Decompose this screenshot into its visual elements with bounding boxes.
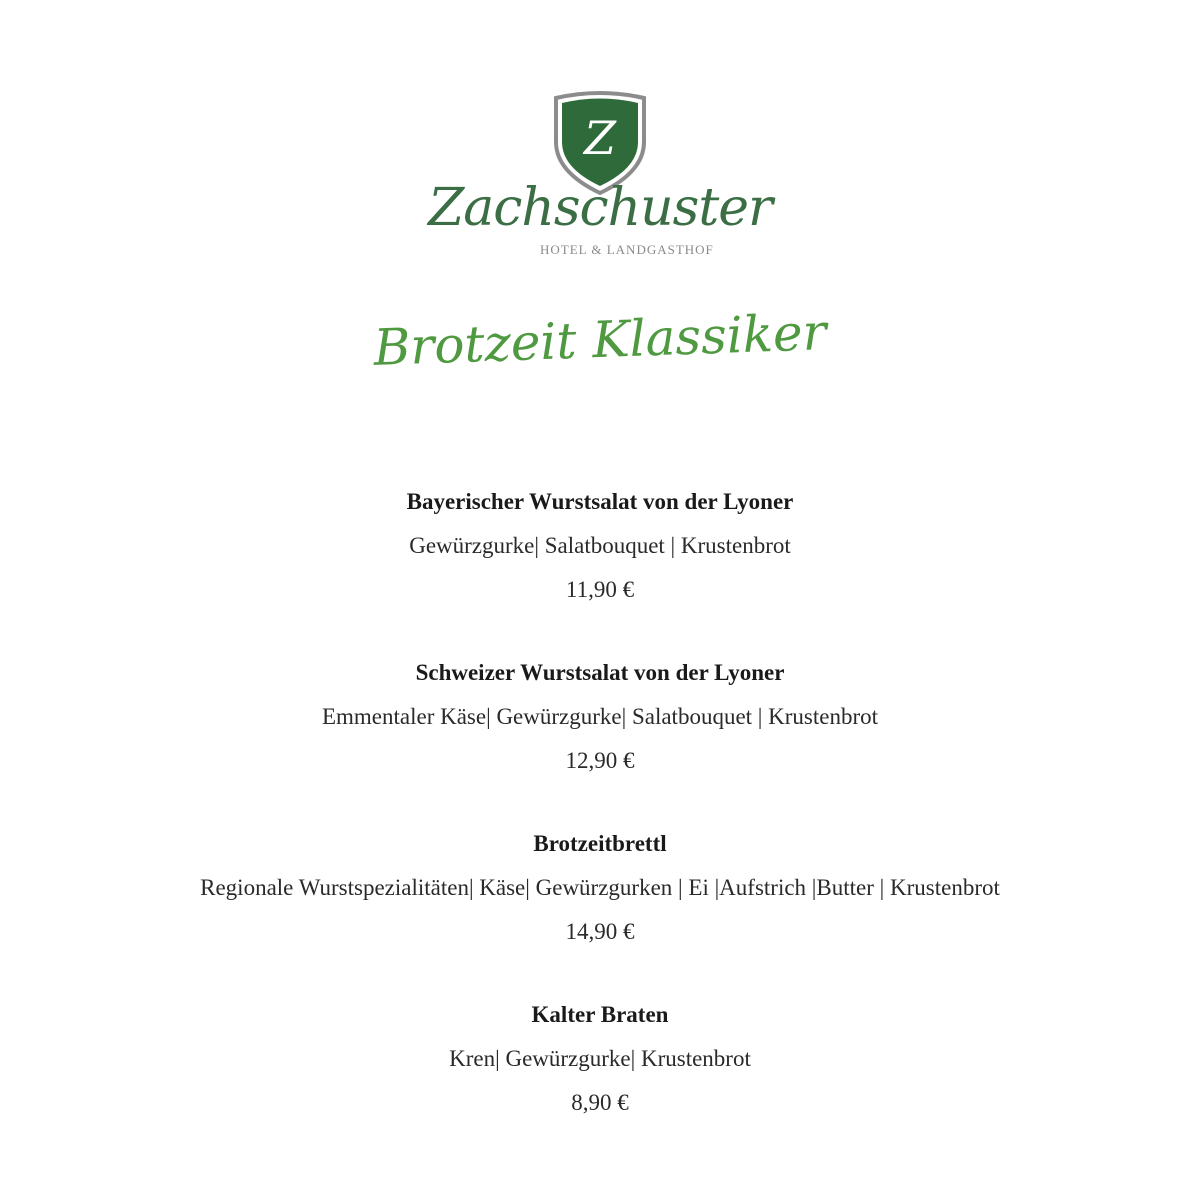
item-price: 12,90 € xyxy=(565,748,635,773)
emblem-letter: Z xyxy=(584,111,616,165)
item-price: 11,90 € xyxy=(565,577,635,602)
item-name: Bayerischer Wurstsalat von der Lyoner xyxy=(406,489,794,514)
item-price: 14,90 € xyxy=(565,919,635,944)
menu-item xyxy=(0,656,1200,778)
section-title: Brotzeit Klassiker xyxy=(372,303,828,377)
brand-wordmark: Zachschuster xyxy=(428,178,772,238)
item-description: Emmentaler Käse| Gewürzgurke| Salatbouquet | Krustenbrot xyxy=(321,704,879,729)
item-name: Kalter Braten xyxy=(531,1002,669,1027)
item-name: Schweizer Wurstsalat von der Lyoner xyxy=(415,660,785,685)
item-price: 8,90 € xyxy=(571,1090,629,1115)
menu-item xyxy=(0,998,1200,1120)
item-description: Regionale Wurstspezialitäten| Käse| Gewürzgurken | Ei |Aufstrich |Butter | Krustenbrot xyxy=(200,875,1000,900)
brand-subtitle: HOTEL & LANDGASTHOF xyxy=(540,242,714,257)
menu-list xyxy=(0,485,1200,1169)
item-description: Kren| Gewürzgurke| Krustenbrot xyxy=(449,1046,751,1071)
item-description: Gewürzgurke| Salatbouquet | Krustenbrot xyxy=(409,533,791,558)
menu-item xyxy=(0,827,1200,949)
item-name: Brotzeitbrettl xyxy=(533,831,667,856)
menu-item xyxy=(0,485,1200,607)
